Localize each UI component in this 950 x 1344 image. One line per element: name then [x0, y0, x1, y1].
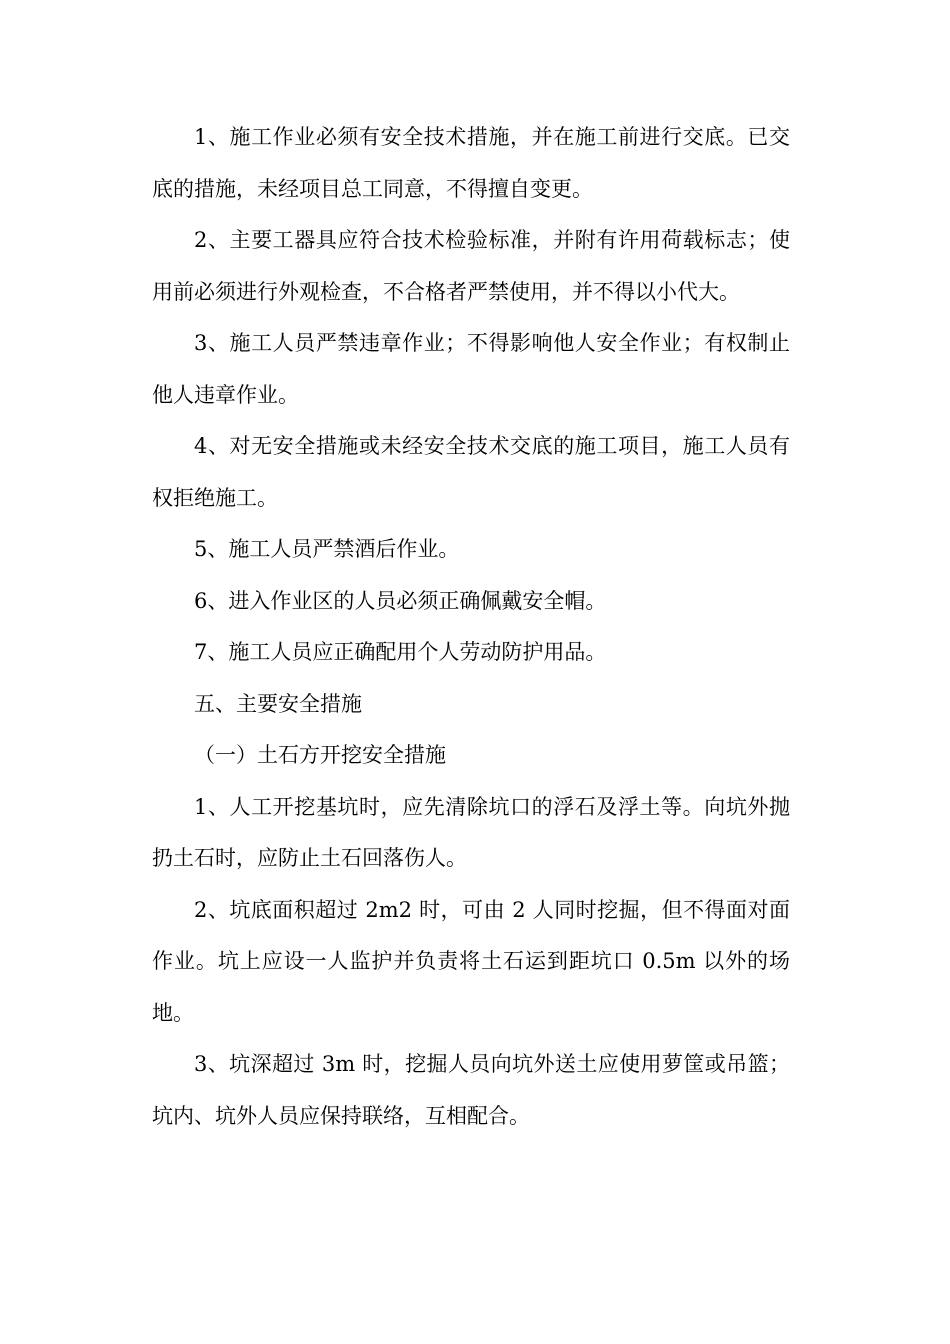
paragraph-1: 1、施工作业必须有安全技术措施，并在施工前进行交底。已交底的措施，未经项目总工同意，不得擅自变更。 [152, 125, 790, 201]
subsection-paragraph-1: 1、人工开挖基坑时，应先清除坑口的浮石及浮土等。向坑外抛扔土石时，应防止土石回落伤人。 [152, 794, 790, 870]
paragraph-6: 6、进入作业区的人员必须正确佩戴安全帽。 [194, 588, 607, 613]
subsection-heading: （一）土石方开挖安全措施 [194, 743, 446, 767]
subsection-paragraph-2: 2、坑底面积超过 2m2 时，可由 2 人同时挖掘，但不得面对面作业。坑上应设一人监护并负责将土石运到距坑口 0.5m 以外的场地。 [152, 897, 790, 1025]
paragraph-7: 7、施工人员应正确配用个人劳动防护用品。 [194, 640, 607, 664]
section-heading: 五、主要安全措施 [194, 691, 362, 716]
paragraph-2: 2、主要工器具应符合技术检验标准，并附有许用荷载标志；使用前必须进行外观检查，不合格者严禁使用，并不得以小代大。 [152, 228, 790, 304]
paragraph-5: 5、施工人员严禁酒后作业。 [194, 537, 460, 561]
subsection-paragraph-3: 3、坑深超过 3m 时，挖掘人员向坑外送土应使用萝筐或吊篮；坑内、坑外人员应保持联络，互相配合。 [152, 1052, 790, 1128]
paragraph-4: 4、对无安全措施或未经安全技术交底的施工项目，施工人员有权拒绝施工。 [152, 434, 790, 510]
paragraph-3: 3、施工人员严禁违章作业；不得影响他人安全作业；有权制止他人违章作业。 [152, 331, 790, 407]
document-body [152, 112, 790, 1142]
